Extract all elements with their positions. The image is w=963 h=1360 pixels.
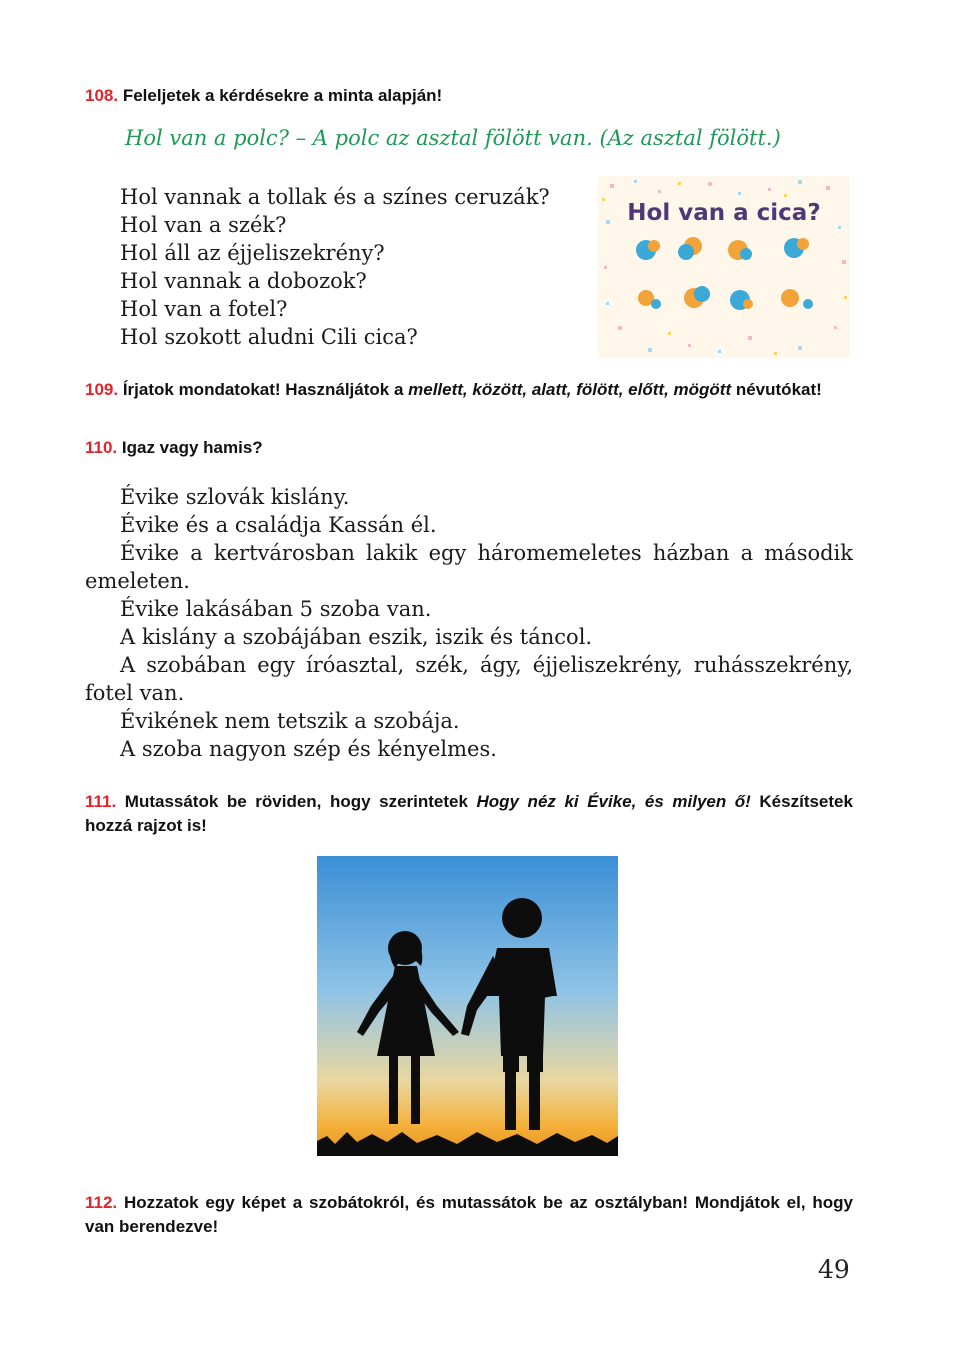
task-instruction: Hozzatok egy képet a szobátokról, és mutassátok be az osztályban! Mondjátok el, hogy van berendezve! [85, 1193, 853, 1236]
question-item: Hol vannak a dobozok? [120, 269, 367, 293]
task-109-heading [85, 378, 853, 402]
statement-item: Évikének nem tetszik a szobája. [120, 709, 460, 733]
task-number: 110. [85, 438, 118, 457]
cat-image-title: Hol van a cica? [627, 200, 821, 226]
task-instruction: Feleljetek a kérdésekre a minta alapján! [122, 86, 443, 105]
question-item: Hol szokott aludni Cili cica? [120, 325, 418, 349]
statement-item: Évike a kertvárosban lakik egy háromemeletes házban a második emeleten. [85, 541, 853, 593]
task-108-heading [85, 84, 853, 108]
statement-list [85, 483, 853, 763]
task-number: 112. [85, 1193, 118, 1212]
statement-item: A szobában egy íróasztal, szék, ágy, éjjeliszekrény, ruhásszekrény, fotel van. [85, 653, 853, 705]
task-111-heading [85, 790, 853, 838]
statement-item: Évike és a családja Kassán él. [120, 513, 437, 537]
page-number: 49 [818, 1255, 850, 1284]
yarn-and-cats-row-1 [636, 237, 809, 260]
cat-illustration [598, 176, 850, 358]
task-instruction-end: Készítsetek hozzá rajzot is! [85, 792, 853, 835]
task-110-heading [85, 436, 853, 460]
task-number: 109. [85, 380, 119, 399]
task-number: 111. [85, 792, 117, 811]
statement-item: Évike szlovák kislány. [120, 485, 350, 509]
task-instruction: Írjatok mondatokat! Használjátok a [122, 380, 409, 399]
task-instruction-end: névutókat! [735, 380, 822, 399]
question-list [120, 183, 550, 351]
question-item: Hol áll az éjjeliszekrény? [120, 241, 385, 265]
task-instruction: Igaz vagy hamis? [121, 438, 263, 457]
example-sentence: Hol van a polc? – A polc az asztal fölött van. (Az asztal fölött.) [125, 126, 781, 150]
statement-item: A szoba nagyon szép és kényelmes. [120, 737, 497, 761]
task-number: 108. [85, 86, 119, 105]
task-instruction: Mutassátok be röviden, hogy szerintetek [124, 792, 477, 811]
yarn-and-cats-row-2 [638, 286, 813, 310]
task-emphasis: mellett, között, alatt, fölött, előtt, mögött [408, 380, 732, 399]
question-item: Hol van a szék? [120, 213, 287, 237]
statement-item: Évike lakásában 5 szoba van. [120, 597, 432, 621]
task-112-heading [85, 1191, 853, 1239]
task-emphasis: Hogy néz ki Évike, és milyen ő! [476, 792, 751, 811]
question-item: Hol vannak a tollak és a színes ceruzák? [120, 185, 550, 209]
children-silhouette-photo [317, 856, 618, 1156]
statement-item: A kislány a szobájában eszik, iszik és táncol. [120, 625, 593, 649]
question-item: Hol van a fotel? [120, 297, 288, 321]
